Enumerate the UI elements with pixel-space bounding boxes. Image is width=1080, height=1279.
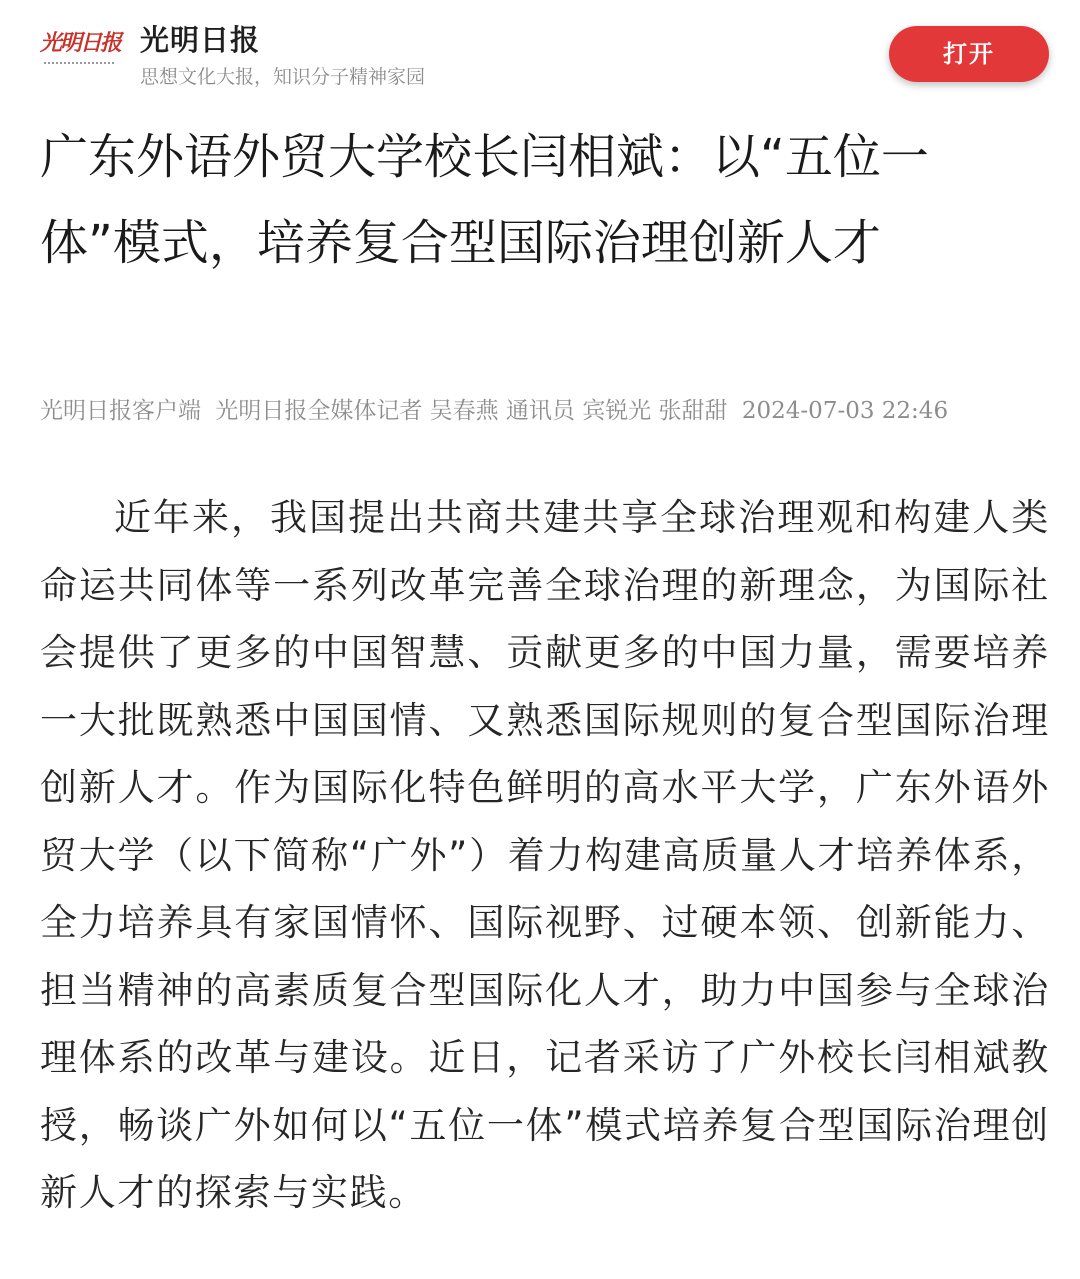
article-title: 广东外语外贸大学校长闫相斌：以“五位一体”模式，培养复合型国际治理创新人才 [40,129,929,271]
brand-name: 光明日报 [140,23,261,57]
article-paragraph: 近年来，我国提出共商共建共享全球治理观和构建人类命运共同体等一系列改革完善全球治理的新理念，为国际社会提供了更多的中国智慧、贡献更多的中国力量，需要培养一大批既熟悉中国国情、又熟悉国际规则的复合型国际治理创新人才。作为国际化特色鲜明的高水平大学，广东外语外贸大学（以下简称“广外”）着力构建高质量人才培养体系，全力培养具有家国情怀、国际视野、过硬本领、创新能力、担当精神的高素质复合型国际化人才，助力中国参与全球治理体系的改革与建设。近日，记者采访了广外校长闫相斌教授，畅谈广外如何以“五位一体”模式培养复合型国际治理创新人才的探索与实践。 [40,496,1050,1214]
open-app-button[interactable]: 打开 [889,26,1049,82]
article-reporter: 光明日报全媒体记者 吴春燕 通讯员 宾锐光 张甜甜 [215,398,728,424]
article-source: 光明日报客户端 [40,398,201,424]
logo-text: 光明日报 [40,30,121,56]
guangming-daily-logo[interactable] [40,28,124,72]
logo-underline [44,62,114,67]
article-datetime: 2024-07-03 22:46 [741,398,949,424]
app-header [0,0,1080,100]
article-meta [40,392,1050,425]
brand-slogan: 思想文化大报，知识分子精神家园 [140,66,426,88]
